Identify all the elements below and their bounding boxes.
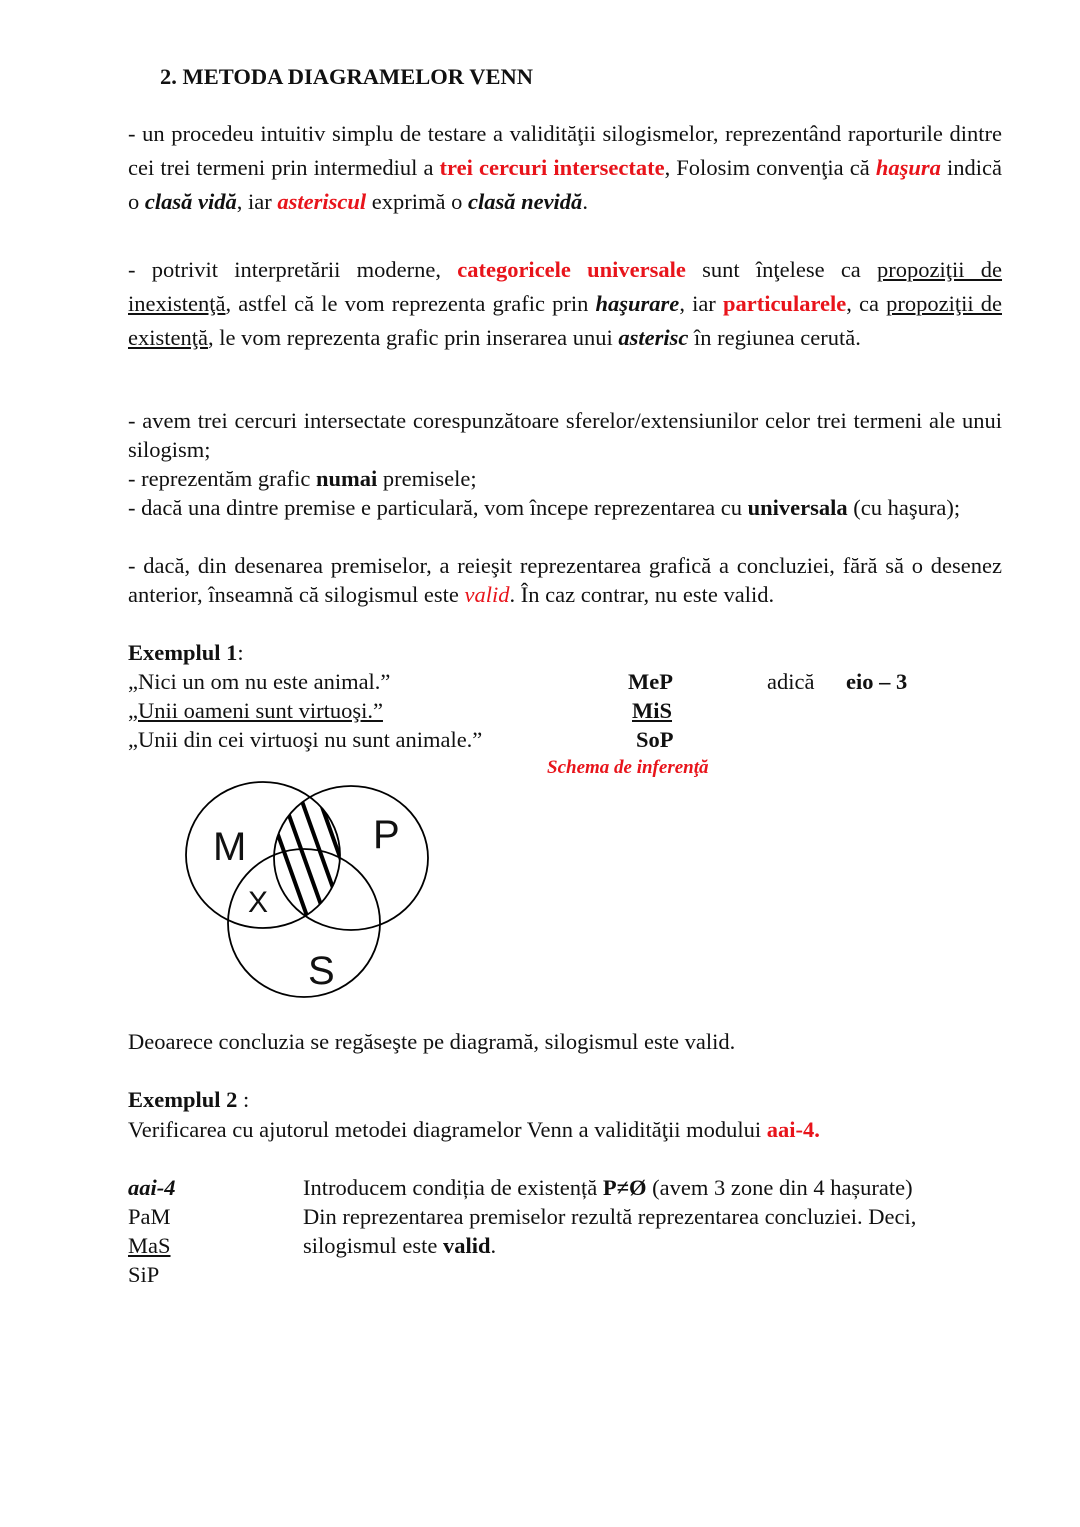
- note-valid: [303, 1233, 496, 1259]
- note-text: Introducem condiția de existență: [303, 1175, 603, 1200]
- example1-result: Deoarece concluzia se regăseşte pe diagramă, silogismul este valid.: [128, 1029, 736, 1054]
- text-run: . În caz contrar, nu este valid.: [509, 582, 775, 607]
- text-run: în regiunea cerută.: [688, 325, 861, 350]
- form-minor: MiS: [632, 698, 673, 723]
- premise-mas: MaS: [128, 1233, 171, 1258]
- text-run: .: [582, 189, 588, 214]
- text-run: trei cercuri intersectate: [439, 155, 665, 180]
- text-run: clasă vidă: [144, 189, 237, 214]
- text-run: , ca: [846, 291, 887, 316]
- text-run: numai: [316, 466, 378, 491]
- text-run: - avem trei cercuri intersectate corespunzătoare sferelor/extensiunilor celor trei termeni ale unui silogism;: [128, 408, 1002, 462]
- label-m: M: [213, 825, 247, 869]
- valid-word: valid: [443, 1233, 491, 1258]
- text-run: sunt înţelese ca: [685, 257, 878, 282]
- table-mode: aai-4: [128, 1175, 176, 1200]
- note-existence: [303, 1175, 913, 1201]
- text-run: , iar: [236, 189, 278, 214]
- text-run: categoricele universale: [457, 257, 686, 282]
- mode-aai4: aai-4.: [766, 1117, 820, 1142]
- hatched-region: [262, 790, 384, 930]
- label-s: S: [308, 949, 335, 993]
- example2-title: Exemplul 2: [128, 1087, 238, 1112]
- note-text: (avem 3 zone din 4 hașurate): [646, 1175, 913, 1200]
- conclusion: „Unii din cei virtuoşi nu sunt animale.”: [128, 727, 483, 752]
- circle-p: [274, 786, 428, 930]
- circle-s: [228, 849, 380, 997]
- premise-major: „Nici un om nu este animal.”: [128, 669, 391, 694]
- note-text: silogismul este: [303, 1233, 443, 1258]
- text-run: universala: [747, 495, 848, 520]
- mode-label: eio – 3: [846, 669, 908, 694]
- example2-intro: [128, 1117, 820, 1143]
- text-run: haşura: [875, 155, 941, 180]
- text-run: asteriscul: [277, 189, 367, 214]
- text-run: indică o: [128, 155, 1002, 214]
- form-conclusion: SoP: [636, 727, 674, 752]
- text-run: , iar: [679, 291, 723, 316]
- text-run: valid: [464, 582, 510, 607]
- text-run: , Folosim convenţia că: [664, 155, 876, 180]
- note-text: .: [490, 1233, 497, 1258]
- colon: :: [237, 1087, 250, 1112]
- premise-minor: „Unii oameni sunt virtuoşi.”: [128, 698, 383, 723]
- text-run: , astfel că le vom reprezenta grafic prin: [225, 291, 596, 316]
- premise-pam: PaM: [128, 1204, 171, 1229]
- form-major: MeP: [628, 669, 673, 694]
- text-run: - dacă una dintre premise e particulară, vom începe reprezentarea cu: [128, 495, 748, 520]
- text-run: propoziţii de inexistenţă: [128, 257, 1003, 316]
- text-run: haşurare: [595, 291, 680, 316]
- label-p: P: [373, 813, 400, 857]
- text-run: - un procedeu intuitiv simplu de testare a validităţii silogismelor, reprezentând raporturile dintre cei trei termeni prin intermediul a: [128, 121, 1002, 180]
- adica-label: adică: [767, 669, 815, 694]
- intro-text: Verificarea cu ajutorul metodei diagramelor Venn a validităţii modului: [128, 1117, 767, 1142]
- schema-label: Schema de inferenţă: [547, 757, 709, 778]
- text-run: premisele;: [377, 466, 477, 491]
- text-run: (cu haşura);: [847, 495, 961, 520]
- colon: :: [237, 640, 244, 665]
- label-x: X: [248, 886, 269, 919]
- text-run: particularele: [722, 291, 847, 316]
- text-run: exprimă o: [366, 189, 468, 214]
- example1-title: Exemplul 1: [128, 640, 238, 665]
- text-run: asterisc: [618, 325, 689, 350]
- text-run: propoziţii de existenţă: [128, 291, 1002, 350]
- text-run: - reprezentăm grafic: [128, 466, 316, 491]
- note-result: Din reprezentarea premiselor rezultă reprezentarea concluziei. Deci,: [303, 1204, 917, 1229]
- text-run: , le vom reprezenta grafic prin inserarea unui: [207, 325, 619, 350]
- section-title: 2. METODA DIAGRAMELOR VENN: [160, 64, 533, 89]
- text-run: clasă nevidă: [467, 189, 583, 214]
- text-run: - potrivit interpretării moderne,: [128, 257, 458, 282]
- condition: P≠Ø: [602, 1175, 647, 1200]
- conclusion-sip: SiP: [128, 1262, 160, 1287]
- text-run: - dacă, din desenarea premiselor, a reieşit reprezentarea grafică a concluziei, fără să o desenez anterior, înseamnă că silogismul este: [128, 553, 1002, 607]
- example2-heading: [128, 1087, 249, 1113]
